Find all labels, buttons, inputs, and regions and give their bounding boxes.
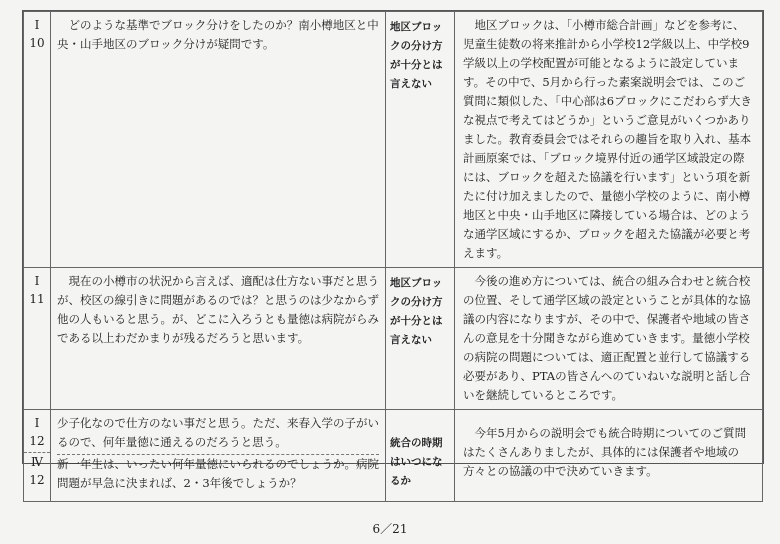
table-row bbox=[24, 268, 763, 410]
answer-text: 今後の進め方については、統合の組み合わせと統合校の位置、そして通学区域の設定ということが具体的な協議の内容になりますが、その中で、保護者や地域の皆さんの意見を十分聞きながら進めていきます。量徳小学校の病院の問題については、適正配置と並行して協議する必要があり、PTAの皆さんへのていねいな説明と話し合いを継続しているところです。 bbox=[455, 268, 763, 410]
question-text: 少子化なので仕方のない事だと思う。ただ、来春入学の子がいるので、何年量徳に通えるのだろうと思う。 bbox=[57, 414, 379, 455]
table-row bbox=[24, 410, 763, 502]
question-id: Ⅰ 12 bbox=[24, 414, 50, 453]
question-id-group bbox=[24, 410, 51, 502]
category-label: 地区ブロックの分け方が十分とは言えない bbox=[386, 12, 455, 268]
question-text: 現在の小樽市の状況から言えば、適配は仕方ない事だと思うが、校区の線引きに問題があるのでは？と思うのは少なからず他の人もいると思う。が、どこに入ろうとも量徳は病院がらみである以上わだかまりが残るだろうと思います。 bbox=[51, 268, 386, 410]
question-text-group bbox=[51, 410, 386, 502]
question-id: Ⅳ 12 bbox=[29, 455, 45, 487]
table-row bbox=[24, 12, 763, 268]
answer-text: 地区ブロックは、「小樽市総合計画」などを参考に、児童生徒数の将来推計から小学校12学級以上、中学校9学級以上の学校配置が可能となるように設定しています。その中で、5月から行った素案説明会では、このご質問に類似した、「中心部は6ブロックにこだわらず大きな視点で考えてはどうか」というご意見がいくつかありました。教育委員会ではそれらの趣旨を取り入れ、基本計画原案では、「ブロック境界付近の通学区域設定の際には、ブロックを超えた協議を行います」という項を新たに付け加えましたので、量徳小学校のように、南小樽地区と中央・山手地区に隣接している場合は、どのような通学区域にするか、ブロックを超えた協議が必要と考えます。 bbox=[455, 12, 763, 268]
category-label: 統合の時期はいつになるか bbox=[386, 410, 455, 502]
page-number: 6／21 bbox=[372, 522, 408, 536]
answer-text: 今年5月からの説明会でも統合時期についてのご質問はたくさんありましたが、具体的には保護者や地域の方々との協議の中で決めていきます。 bbox=[455, 410, 763, 502]
question-id: Ⅰ 11 bbox=[24, 268, 51, 410]
qa-table bbox=[23, 11, 763, 502]
question-id: Ⅰ 10 bbox=[24, 12, 51, 268]
category-label: 地区ブロックの分け方が十分とは言えない bbox=[386, 268, 455, 410]
question-text: 新一年生は、いったい何年量徳にいられるのでしょうか。病院問題が早急に決まれば、2・3年後でしょうか？ bbox=[57, 457, 379, 490]
qa-table-sheet bbox=[22, 10, 764, 490]
question-text: どのような基準でブロック分けをしたのか？南小樽地区と中央・山手地区のブロック分けが疑問です。 bbox=[51, 12, 386, 268]
